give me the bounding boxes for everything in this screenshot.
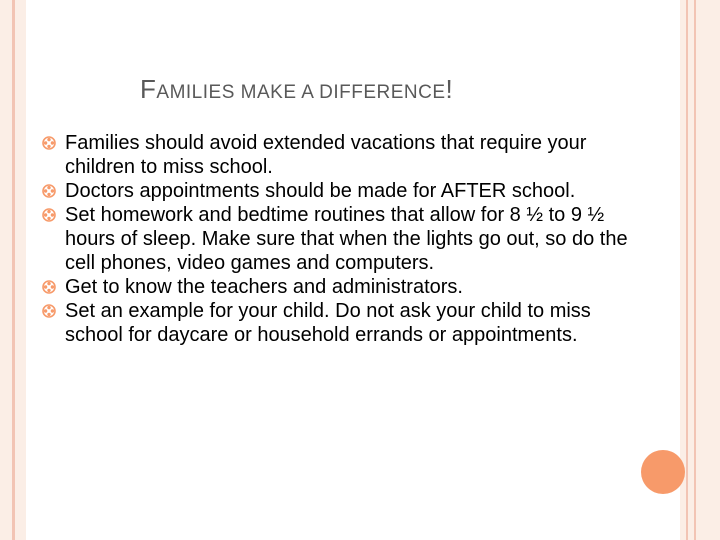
slide-title xyxy=(140,74,600,105)
flower-icon xyxy=(42,184,56,198)
bullet-item xyxy=(42,179,642,203)
title-end-mark: ! xyxy=(445,74,454,104)
left-border-line xyxy=(12,0,15,540)
flower-icon xyxy=(42,136,56,150)
right-border-line xyxy=(694,0,696,540)
bullet-text: Get to know the teachers and administrators. xyxy=(65,276,463,298)
bullet-item xyxy=(42,203,642,275)
bullet-text: Doctors appointments should be made for AFTER school. xyxy=(65,180,576,202)
right-border-line xyxy=(686,0,688,540)
flower-icon xyxy=(42,208,56,222)
flower-icon xyxy=(42,280,56,294)
bullet-text: Set an example for your child. Do not ask your child to miss school for daycare or household errands or appointments. xyxy=(65,300,591,346)
decorative-circle xyxy=(641,450,685,494)
bullet-text: Set homework and bedtime routines that allow for 8 ½ to 9 ½ hours of sleep. Make sure that when the lights go out, so do the cell phones, video games and computers. xyxy=(65,204,628,274)
bullet-list xyxy=(42,131,642,347)
flower-icon xyxy=(42,304,56,318)
bullet-item xyxy=(42,299,642,347)
title-first-letter: F xyxy=(140,74,157,104)
bullet-item xyxy=(42,275,642,299)
bullet-text: Families should avoid extended vacations that require your children to miss school. xyxy=(65,132,587,178)
bullet-item xyxy=(42,131,642,179)
title-rest: AMILIES MAKE A DIFFERENCE xyxy=(156,82,446,103)
